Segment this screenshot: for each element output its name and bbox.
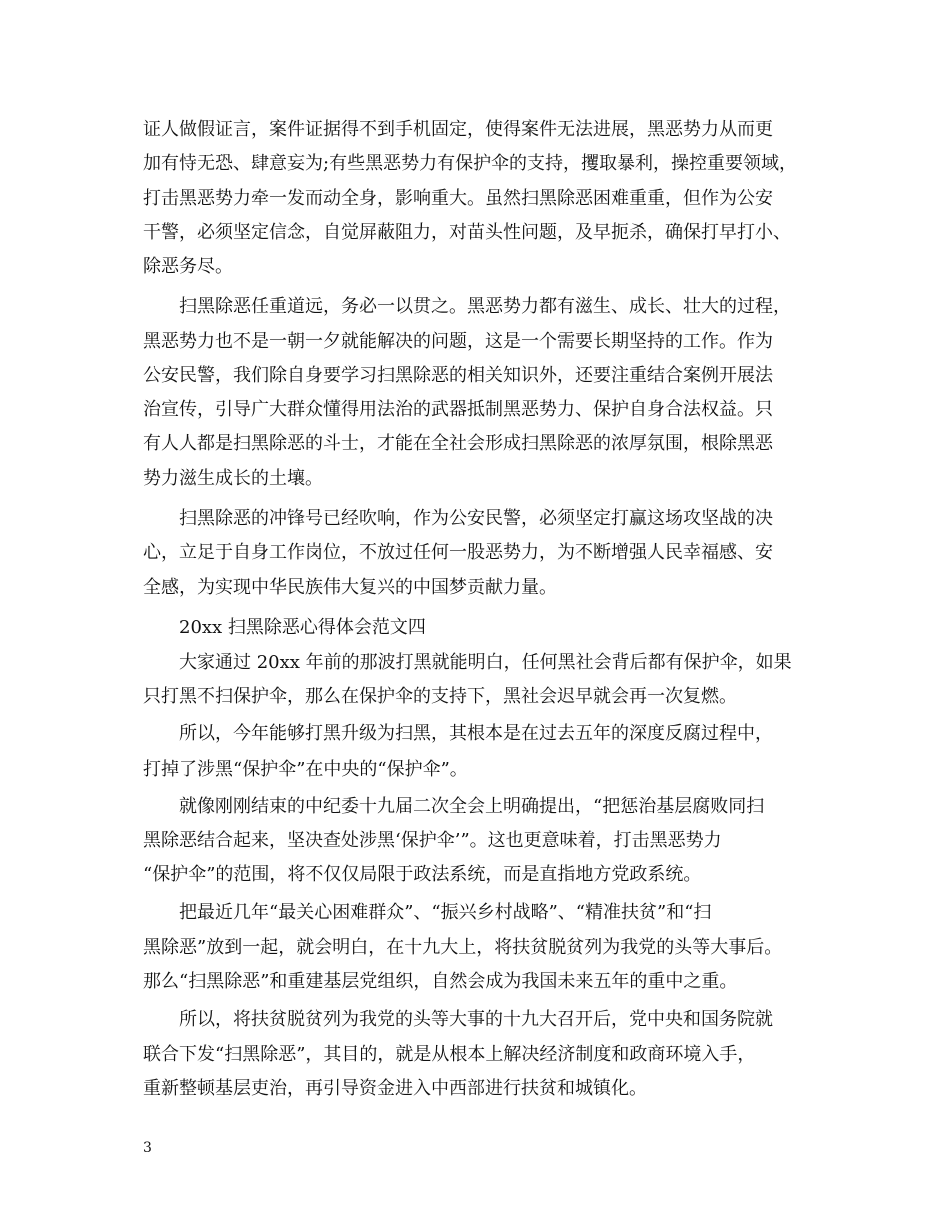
text-line: 干警，必须坚定信念，自觉屏蔽阻力，对苗头性问题，及早扼杀，确保打早打小、: [143, 222, 791, 243]
paragraph-first-line: 所以，今年能够打黑升级为扫黑，其根本是在过去五年的深度反腐过程中，: [179, 723, 773, 744]
text-line: 势力滋生成长的土壤。: [143, 468, 323, 489]
text-line: 联合下发“扫黑除恶”，其目的，就是从根本上解决经济制度和政商环境入手，: [143, 1044, 756, 1065]
text-line: 那么“扫黑除恶”和重建基层党组织，自然会成为我国未来五年的重中之重。: [143, 971, 738, 992]
text-line: 全感，为实现中华民族伟大复兴的中国梦贡献力量。: [143, 577, 557, 598]
page-number: 3: [143, 1140, 152, 1156]
text-line: 黑除恶结合起来，坚决查处涉黑‘保护伞’”。这也更意味着，打击黑恶势力: [143, 830, 722, 851]
text-line: 打掉了涉黑“保护伞”在中央的“保护伞”。: [143, 759, 468, 780]
text-line: 有人人都是扫黑除恶的斗士，才能在全社会形成扫黑除恶的浓厚氛围，根除黑恶: [143, 433, 773, 454]
text-line: 公安民警，我们除自身要学习扫黑除恶的相关知识外，还要注重结合案例开展法: [143, 365, 773, 386]
paragraph-first-line: 扫黑除恶的冲锋号已经吹响，作为公安民警，必须坚定打赢这场攻坚战的决: [179, 508, 773, 529]
section-heading: 20xx 扫黑除恶心得体会范文四: [179, 617, 426, 638]
paragraph-first-line: 大家通过 20xx 年前的那波打黑就能明白，任何黑社会背后都有保护伞，如果: [179, 652, 792, 673]
text-line: 重新整顿基层吏治，再引导资金进入中西部进行扶贫和城镇化。: [143, 1078, 647, 1099]
text-line: 黑除恶”放到一起，就会明白，在十九大上，将扶贫脱贫列为我党的头等大事后。: [143, 937, 783, 958]
text-line: 黑恶势力也不是一朝一夕就能解决的问题，这是一个需要长期坚持的工作。作为: [143, 331, 773, 352]
text-line: 证人做假证言，案件证据得不到手机固定，使得案件无法进展，黑恶势力从而更: [143, 119, 773, 140]
text-line: 心，立足于自身工作岗位，不放过任何一股恶势力，为不断增强人民幸福感、安: [143, 542, 773, 563]
text-line: 除恶务尽。: [143, 256, 233, 277]
paragraph-first-line: 所以，将扶贫脱贫列为我党的头等大事的十九大召开后，党中央和国务院就: [179, 1009, 773, 1030]
paragraph-first-line: 扫黑除恶任重道远，务必一以贯之。黑恶势力都有滋生、成长、壮大的过程，: [179, 296, 791, 317]
text-line: 只打黑不扫保护伞，那么在保护伞的支持下，黑社会迟早就会再一次复燃。: [143, 686, 737, 707]
text-line: 加有恃无恐、肆意妄为;有些黑恶势力有保护伞的支持，攫取暴利，操控重要领域，: [143, 153, 798, 174]
paragraph-first-line: 就像刚刚结束的中纪委十九届二次全会上明确提出，“把惩治基层腐败同扫: [179, 796, 765, 817]
text-line: 治宣传，引导广大群众懂得用法治的武器抵制黑恶势力、保护自身合法权益。只: [143, 399, 773, 420]
text-line: “保护伞”的范围，将不仅仅局限于政法系统，而是直指地方党政系统。: [143, 864, 702, 885]
paragraph-first-line: 把最近几年“最关心困难群众”、“振兴乡村战略”、“精准扶贫”和“扫: [179, 902, 712, 923]
text-line: 打击黑恶势力牵一发而动全身，影响重大。虽然扫黑除恶困难重重，但作为公安: [143, 188, 773, 209]
